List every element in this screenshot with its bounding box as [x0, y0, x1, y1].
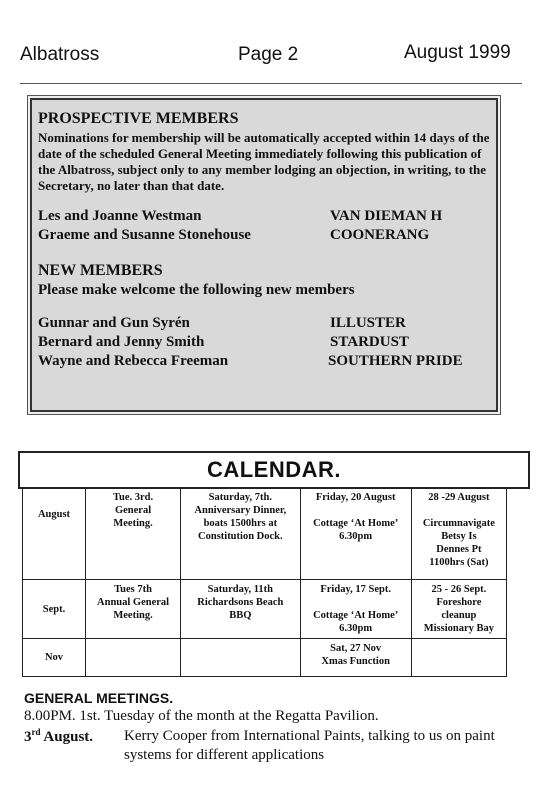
member-names: Wayne and Rebecca Freeman: [38, 353, 229, 369]
calendar-cell: Saturday, 11th Richardsons Beach BBQ: [181, 580, 300, 639]
calendar-cell: [181, 639, 300, 677]
general-meetings-heading: GENERAL MEETINGS.: [24, 690, 174, 706]
calendar-cell: 28 -29 August Circumnavigate Betsy Is Dennes Pt 1100hrs (Sat): [411, 488, 506, 580]
member-boat: ILLUSTER: [330, 315, 406, 331]
member-boat: VAN DIEMAN H: [330, 208, 443, 224]
calendar-table: [22, 487, 507, 677]
new-members-intro: Please make welcome the following new members: [38, 282, 355, 298]
header-divider: [20, 83, 522, 84]
membership-notice-box: [30, 98, 498, 412]
calendar-cell: Friday, 20 August Cottage ‘At Home’ 6.30pm: [300, 488, 411, 580]
calendar-title-box: [18, 451, 530, 489]
new-member-row: [38, 315, 490, 334]
member-names: Gunnar and Gun Syrén: [38, 315, 190, 331]
calendar-cell: [86, 639, 181, 677]
meeting-date: [24, 727, 93, 746]
member-names: Bernard and Jenny Smith: [38, 334, 205, 350]
calendar-cell: Saturday, 7th. Anniversary Dinner, boats 1500hrs at Constitution Dock.: [181, 488, 300, 580]
calendar-cell: 25 - 26 Sept. Foreshore cleanup Missionary Bay: [411, 580, 506, 639]
calendar-cell: Friday, 17 Sept. Cottage ‘At Home’ 6.30pm: [300, 580, 411, 639]
meeting-date-suffix: rd: [31, 727, 41, 737]
general-meetings-schedule: 8.00PM. 1st. Tuesday of the month at the Regatta Pavilion.: [24, 708, 379, 724]
member-boat: SOUTHERN PRIDE: [328, 353, 463, 369]
page-number: Page 2: [238, 44, 299, 65]
member-names: Graeme and Susanne Stonehouse: [38, 227, 251, 243]
new-member-row: [38, 353, 490, 372]
calendar-cell: Sat, 27 Nov Xmas Function: [300, 639, 411, 677]
member-boat: STARDUST: [330, 334, 409, 350]
new-member-row: [38, 334, 490, 353]
meeting-description: Kerry Cooper from International Paints, talking to us on paint systems for different applications: [124, 728, 495, 763]
calendar-cell: Tues 7th Annual General Meeting.: [86, 580, 181, 639]
prospective-members-heading: PROSPECTIVE MEMBERS: [38, 110, 239, 127]
member-boat: COONERANG: [330, 227, 430, 243]
calendar-month: Nov: [23, 639, 86, 677]
issue-date: August 1999: [404, 42, 511, 63]
calendar-cell: Tue. 3rd. General Meeting.: [86, 488, 181, 580]
prospective-members-text: Nominations for membership will be automatically accepted within 14 days of the date of the scheduled General Meeting immediately following this publication of the Albatross, subject only to any member lodging an objection, in writing, to the Secretary, no later than that date.: [38, 130, 490, 193]
prospective-member-row: [38, 208, 490, 227]
calendar-month: Sept.: [23, 580, 86, 639]
calendar-row: [23, 639, 507, 677]
calendar-row: [23, 580, 507, 639]
calendar-row: [23, 488, 507, 580]
calendar-month: August: [23, 488, 86, 580]
member-names: Les and Joanne Westman: [38, 208, 202, 224]
newsletter-name: Albatross: [20, 44, 100, 65]
calendar-cell: [411, 639, 506, 677]
prospective-member-row: [38, 227, 490, 246]
calendar-title: CALENDAR.: [206, 457, 342, 482]
meeting-date-day: 3: [24, 729, 32, 745]
meeting-date-month: August.: [40, 729, 94, 745]
new-members-heading: NEW MEMBERS: [38, 262, 163, 279]
